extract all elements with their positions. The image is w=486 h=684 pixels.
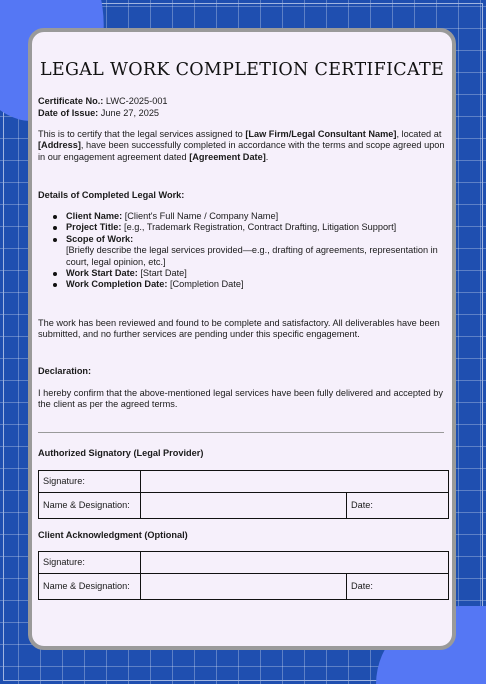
- intro-paragraph: This is to certify that the legal services assigned to [Law Firm/Legal Consultant Name], located at [Address], have been successfully completed in accordance with the terms and scope agreed upon in our engagement agreement dated [Agreement Date].: [38, 129, 445, 162]
- client-ack-heading: Client Acknowledgment (Optional): [38, 530, 188, 540]
- provider-date-label[interactable]: Date:: [347, 493, 449, 519]
- list-item: Work Completion Date: [Completion Date]: [52, 279, 444, 290]
- list-item: Project Title: [e.g., Trademark Registration, Contract Drafting, Litigation Support]: [52, 222, 444, 233]
- list-item: Client Name: [Client's Full Name / Company Name]: [52, 211, 444, 222]
- certificate-number: [38, 96, 168, 108]
- client-name-label: Name & Designation:: [39, 574, 141, 600]
- certificate-meta: [38, 96, 168, 119]
- provider-signature-field[interactable]: [141, 471, 449, 493]
- list-item: Work Start Date: [Start Date]: [52, 268, 444, 279]
- issue-date-value: June 27, 2025: [98, 107, 160, 118]
- provider-signature-label: Signature:: [39, 471, 141, 493]
- client-signature-field[interactable]: [141, 552, 449, 574]
- cert-no-label: Certificate No.:: [38, 96, 104, 106]
- review-paragraph: The work has been reviewed and found to be complete and satisfactory. All deliverables have been submitted, and no further services are pending under this specific engagement.: [38, 318, 440, 340]
- details-list: [52, 211, 444, 291]
- client-signature-table: [38, 551, 449, 600]
- address-placeholder: [Address]: [38, 140, 81, 151]
- provider-signature-table: [38, 470, 449, 519]
- list-item: Scope of Work: [Briefly describe the legal services provided—e.g., drafting of agreements, representation in court, legal opinion, etc.]: [52, 234, 444, 268]
- provider-name-field[interactable]: [141, 493, 347, 519]
- certificate-title: LEGAL WORK COMPLETION CERTIFICATE: [39, 60, 445, 80]
- issue-date: [38, 108, 168, 120]
- details-heading: Details of Completed Legal Work:: [38, 190, 185, 200]
- client-name-field[interactable]: [141, 574, 347, 600]
- agreement-date-placeholder: [Agreement Date]: [189, 151, 266, 162]
- law-firm-placeholder: [Law Firm/Legal Consultant Name]: [245, 129, 397, 139]
- cert-no-value: LWC-2025-001: [103, 96, 168, 106]
- declaration-paragraph: I hereby confirm that the above-mentioned legal services have been fully delivered and accepted by the client as per the agreed terms.: [38, 388, 444, 410]
- issue-date-label: Date of Issue:: [38, 107, 99, 118]
- client-date-label[interactable]: Date:: [347, 574, 449, 600]
- divider: [38, 432, 444, 433]
- provider-name-label: Name & Designation:: [39, 493, 141, 519]
- provider-heading: Authorized Signatory (Legal Provider): [38, 448, 204, 458]
- declaration-heading: Declaration:: [38, 366, 92, 376]
- client-signature-label: Signature:: [39, 552, 141, 574]
